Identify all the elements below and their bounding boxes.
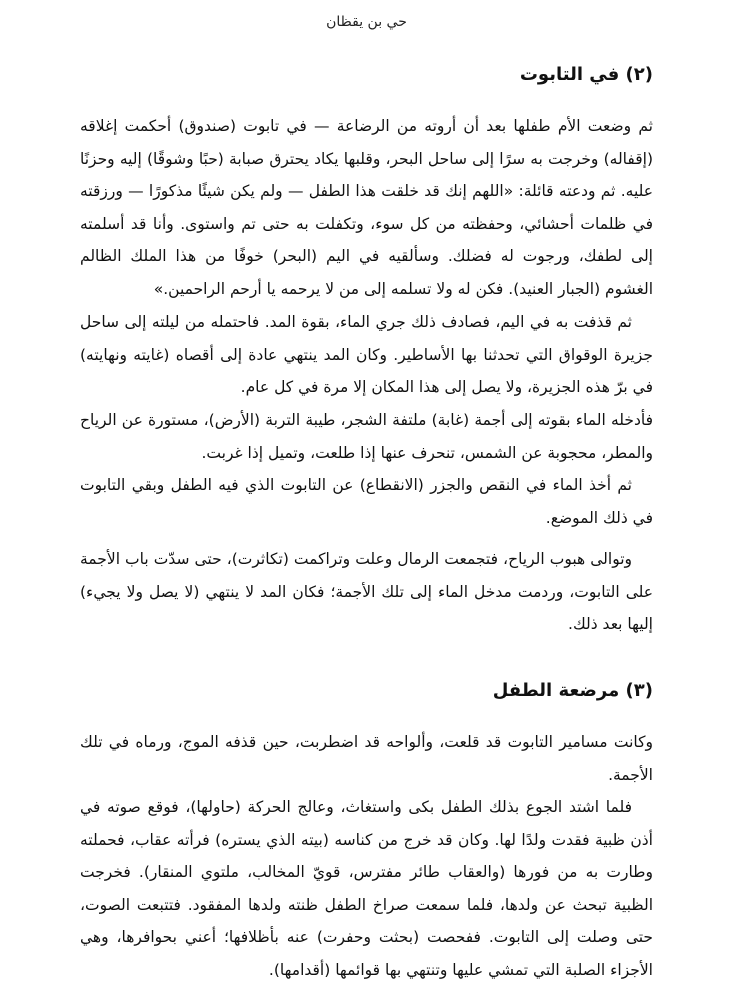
paragraph: ثم قذفت به في اليم، فصادف ذلك جري الماء، بقوة المد. فاحتمله من ليلته إلى ساحل جزيرة الوقواق التي تحدثنا بها الأساطير. وكان المد ينتهي عادة إلى أقصاه (غايته ونهايته) في برّ هذه الجزيرة، ولا يصل إلى هذا المكان إلا مرة في كل عام. — [80, 313, 653, 397]
paragraph: فلما اشتد الجوع بذلك الطفل بكى واستغاث، وعالج الحركة (حاولها)، فوقع صوته في أذن ظبية فقدت ولدًا لها. وكان قد خرج من كناسه (بيته الذي يستره) فرأته عقاب، فحملته وطارت به من فورها (والعقاب طائر مفترس، قويّ المخالب، ملتوي المنقار). فخرجت الظبية تبحث عن ولدها، فلما سمعت صراخ الطفل ظنته ولدها المفقود. فتتبعت الصوت، حتى وصلت إلى التابوت. ففحصت (بحثت وحفرت) عنه بأظلافها؛ أعني بحوافرها، وهي الأجزاء الصلبة التي تمشي عليها وتنتهي بها قوائمها (أقدامها). — [80, 798, 653, 979]
section-heading-3: (٣) مرضعة الطفل — [492, 680, 653, 701]
paragraph: ثم وضعت الأم طفلها بعد أن أروته من الرضاعة — في تابوت (صندوق) أحكمت إغلاقه (إقفاله) وخرجت به سرًا إلى ساحل البحر، وقلبها يكاد يحترق صبابة (حبًا وشوقًا) إليه وحزنًا عليه. ثم ودعته قائلة: «اللهم إنك قد خلقت هذا الطفل — ولم يكن شيئًا مذكورًا — ورزقته في ظلمات أحشائي، وحفظته من كل سوء، وتكفلت به حتى تم واستوى. وأنا قد أسلمته إلى لطفك، ورجوت له فضلك. وسألقيه في اليم (البحر) خوفًا من هذا الملك الظالم الغشوم (الجبار العنيد). فكن له ولا تسلمه إلى من لا يرحمه يا أرحم الراحمين.» — [80, 117, 653, 298]
paragraph: وتوالى هبوب الرياح، فتجمعت الرمال وعلت وتراكمت (تكاثرت)، حتى سدّت باب الأجمة على التابوت، وردمت مدخل الماء إلى تلك الأجمة؛ فكان المد لا ينتهي (لا يصل ولا يجيء) إليها بعد ذلك. — [80, 550, 653, 634]
paragraph: وكانت مسامير التابوت قد قلعت، وألواحه قد اضطربت، حين قذفه الموج، ورماه في تلك الأجمة. — [80, 733, 653, 784]
paragraph: ثم أخذ الماء في النقص والجزر (الانقطاع) عن التابوت الذي فيه الطفل وبقي التابوت في ذلك الموضع. — [80, 476, 653, 527]
running-head: حي بن يقظان — [326, 14, 407, 30]
section-heading-2: (٢) في التابوت — [519, 64, 653, 85]
paragraph: فأدخله الماء بقوته إلى أجمة (غابة) ملتفة الشجر، طيبة التربة (الأرض)، مستورة عن الرياح والمطر، محجوبة عن الشمس، تنحرف عنها إذا طلعت، وتميل إذا غربت. — [80, 411, 653, 462]
